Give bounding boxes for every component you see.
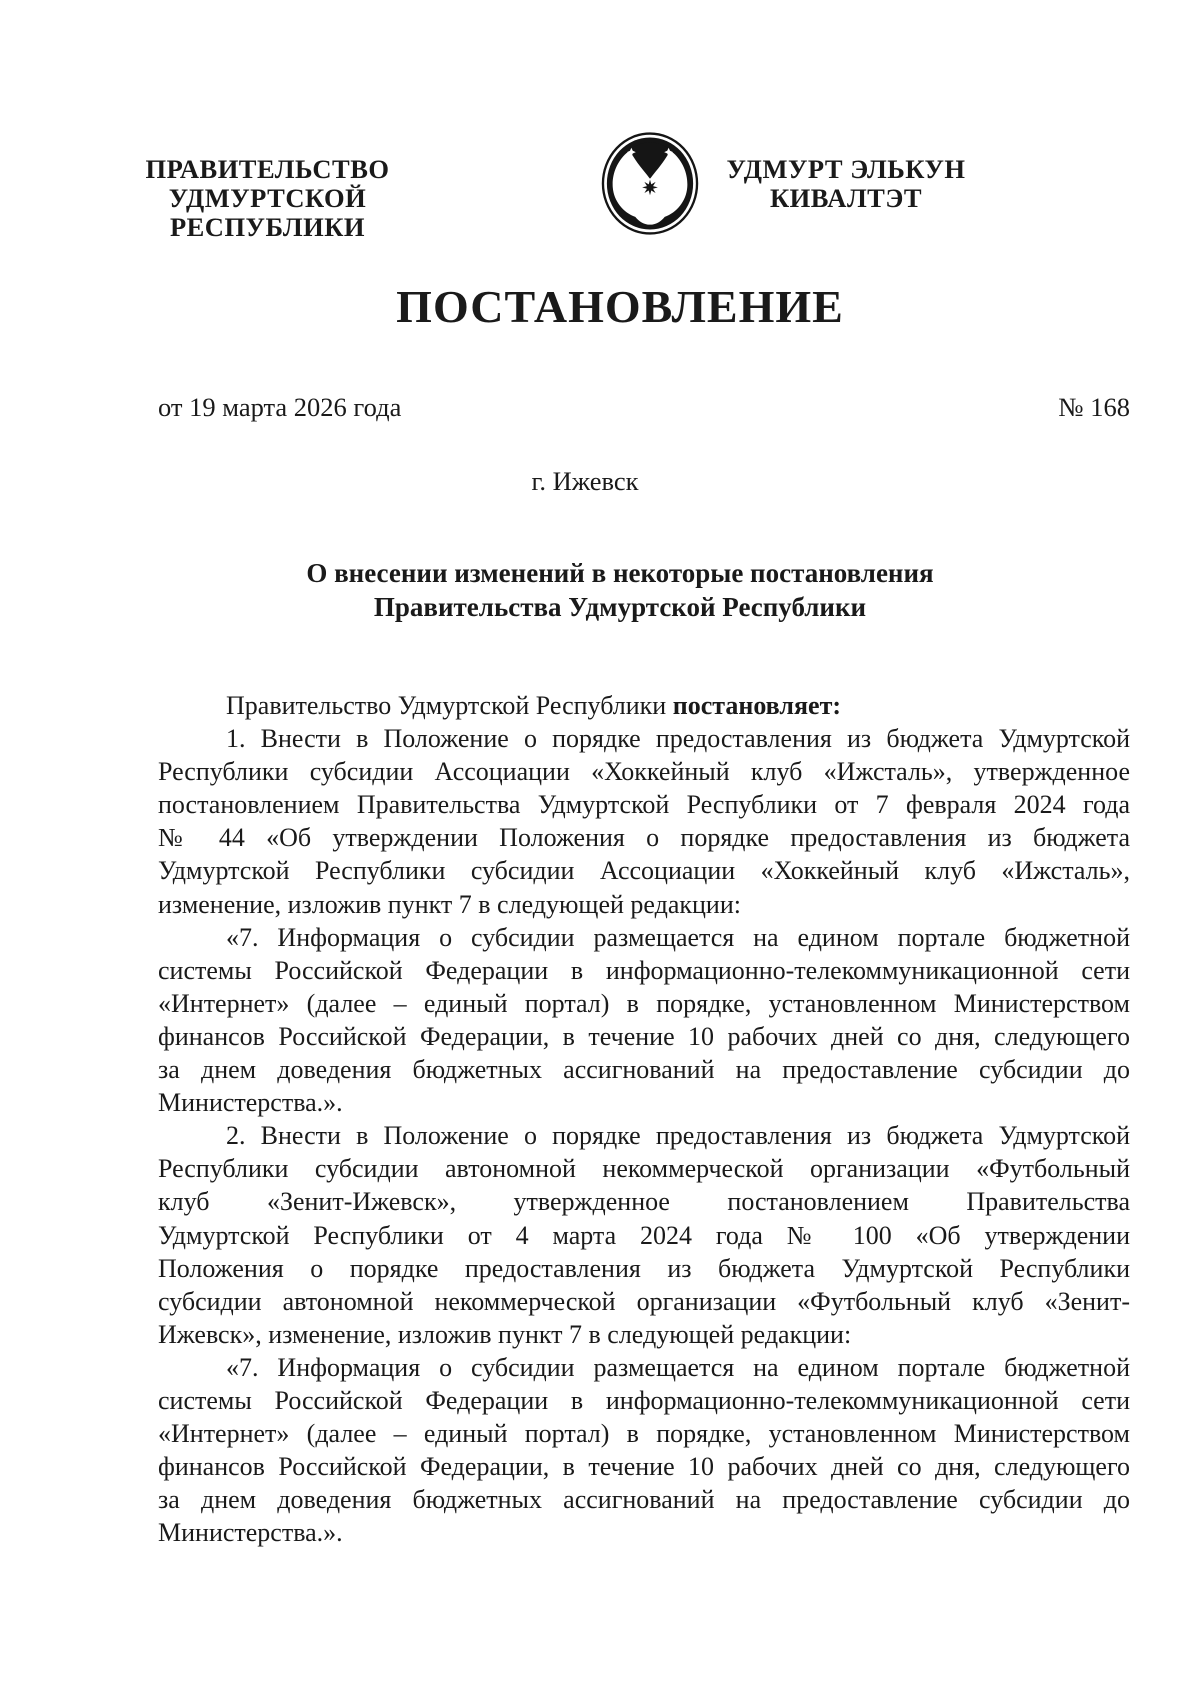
body-line: Удмуртской Республики от 4 марта 2024 года № 100 «Об утверждении xyxy=(158,1220,1130,1250)
body-intro-line xyxy=(158,689,1130,722)
body-line: системы Российской Федерации в информационно-телекоммуникационной сети xyxy=(158,955,1130,985)
body-line: «Интернет» (далее – единый портал) в порядке, установленном Министерством xyxy=(158,988,1130,1018)
issuer-name-udm-line2: КИВАЛТЭТ xyxy=(769,183,923,213)
udmurt-coat-of-arms-icon xyxy=(601,130,699,237)
document-city: г. Ижевск xyxy=(531,466,639,496)
body-line: постановлением Правительства Удмуртской Республики от 7 февраля 2024 года xyxy=(158,790,1130,820)
body-line: системы Российской Федерации в информационно-телекоммуникационной сети xyxy=(158,1385,1130,1415)
body-line: «7. Информация о субсидии размещается на едином портале бюджетной xyxy=(226,1352,1130,1382)
body-text xyxy=(158,689,1130,1549)
body-line: Удмуртской Республики субсидии Ассоциации «Хоккейный клуб «Ижсталь», xyxy=(158,856,1130,886)
body-line: Республики субсидии автономной некоммерческой организации «Футбольный xyxy=(158,1154,1130,1184)
subject-line1: О внесении изменений в некоторые постановления xyxy=(306,558,934,588)
body-line: 2. Внести в Положение о порядке предоставления из бюджета Удмуртской xyxy=(226,1121,1130,1151)
issuer-name-line2: УДМУРТСКОЙ РЕСПУБЛИКИ xyxy=(168,183,367,242)
body-line: Республики субсидии Ассоциации «Хоккейный клуб «Ижсталь», утвержденное xyxy=(158,757,1130,787)
body-line: «Интернет» (далее – единый портал) в порядке, установленном Министерством xyxy=(158,1419,1130,1449)
issuer-name-udm-line1: УДМУРТ ЭЛЬКУН xyxy=(726,154,966,184)
document-title: ПОСТАНОВЛЕНИЕ xyxy=(396,281,844,332)
subject-line2: Правительства Удмуртской Республики xyxy=(373,592,867,622)
body-line: № 44 «Об утверждении Положения о порядке предоставления из бюджета xyxy=(158,823,1130,853)
body-line: 1. Внести в Положение о порядке предоставления из бюджета Удмуртской xyxy=(226,724,1130,754)
body-line: Министерства.». xyxy=(158,1518,343,1548)
issuer-name-udmurt xyxy=(700,155,992,213)
body-line: изменение, изложив пункт 7 в следующей редакции: xyxy=(158,889,741,919)
body-line: финансов Российской Федерации, в течение 10 рабочих дней со дня, следующего xyxy=(158,1452,1130,1482)
body-line: клуб «Зенит-Ижевск», утвержденное постановлением Правительства xyxy=(158,1187,1130,1217)
body-line: финансов Российской Федерации, в течение 10 рабочих дней со дня, следующего xyxy=(158,1021,1130,1051)
body-line: за днем доведения бюджетных ассигнований на предоставление субсидии до xyxy=(158,1055,1130,1085)
intro-normal: Правительство Удмуртской Республики xyxy=(226,691,673,720)
document-date: от 19 марта 2026 года xyxy=(158,392,402,422)
body-line: субсидии автономной некоммерческой организации «Футбольный клуб «Зенит- xyxy=(158,1286,1130,1316)
body-line: «7. Информация о субсидии размещается на едином портале бюджетной xyxy=(226,922,1130,952)
intro-bold: постановляет: xyxy=(672,691,841,720)
issuer-name-russian xyxy=(120,155,415,242)
issuer-name-line1: ПРАВИТЕЛЬСТВО xyxy=(145,154,390,184)
document-subject xyxy=(140,556,1100,624)
body-line: Положения о порядке предоставления из бюджета Удмуртской Республики xyxy=(158,1253,1130,1283)
body-line: Ижевск», изменение, изложив пункт 7 в следующей редакции: xyxy=(158,1319,852,1349)
body-line: за днем доведения бюджетных ассигнований на предоставление субсидии до xyxy=(158,1485,1130,1515)
body-line: Министерства.». xyxy=(158,1088,343,1118)
document-number: № 168 xyxy=(1058,392,1130,422)
